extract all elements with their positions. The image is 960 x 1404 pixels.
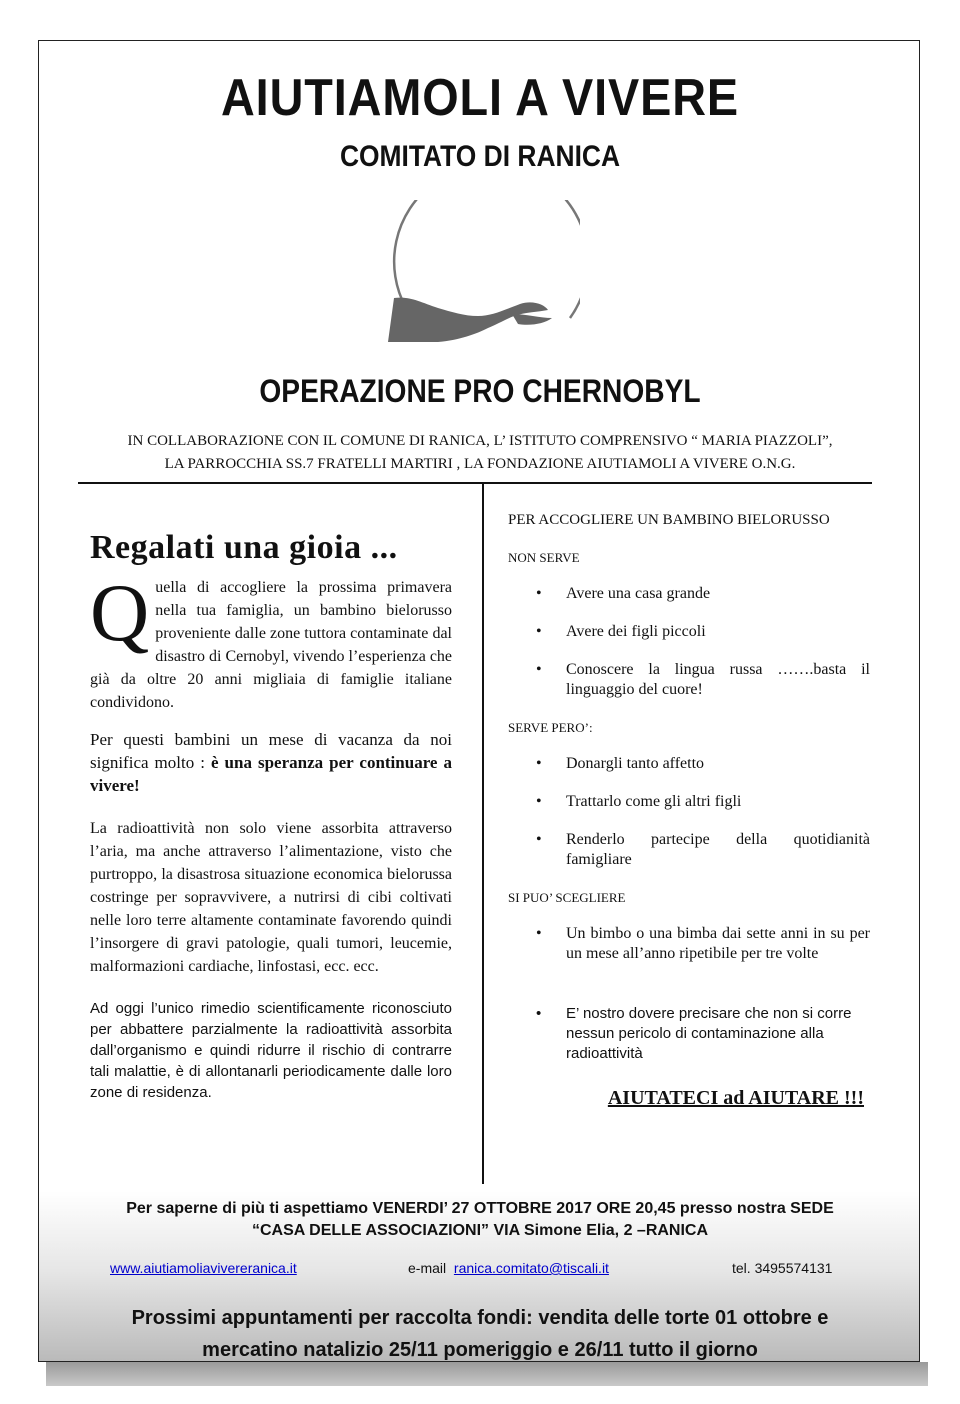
list-item: • Renderlo partecipe della quotidianità famigliare (508, 830, 870, 870)
hope-emphasis: è una speranza per continuare a vivere! (90, 753, 452, 795)
collab-line-2: LA PARROCCHIA SS.7 FRATELLI MARTIRI , LA FONDAZIONE AIUTIAMOLI A VIVERE O.N.G. (164, 456, 796, 472)
not-needed-list (508, 584, 870, 700)
left-heading: Regalati una gioia ... (90, 529, 398, 566)
event-info (0, 1198, 960, 1242)
email-contact (408, 1260, 609, 1276)
list-item: • Donargli tanto affetto (508, 754, 870, 774)
operation-title: OPERAZIONE PRO CHERNOBYL (259, 373, 701, 409)
needed-list (508, 754, 870, 870)
horizontal-divider (78, 482, 872, 484)
event-line-2: “CASA DELLE ASSOCIAZIONI” VIA Simone Elia, 2 –RANICA (251, 1222, 709, 1239)
page-subtitle: COMITATO DI RANICA (339, 140, 621, 173)
page-title: AIUTIAMOLI A VIVERE (220, 69, 740, 127)
column-divider (482, 484, 484, 1184)
remedy-paragraph: Ad oggi l’unico rimedio scientificamente riconosciuto per abbattere parzialmente la radioattività assorbita dall’organismo e quindi ridurre il rischio di contrarre tali malattie, è di allontanarli periodicamente dalle loro zone di residenza. (90, 1000, 452, 1101)
list-item: • Avere dei figli piccoli (508, 622, 870, 642)
list-item: • Conoscere la lingua russa …….basta il linguaggio del cuore! (508, 660, 870, 700)
right-column (508, 510, 870, 1108)
open-hand-under-circle-icon (380, 200, 580, 350)
phone-number: tel. 3495574131 (732, 1260, 833, 1276)
event-line-1: Per saperne di più ti aspettiamo VENERDI’ 27 OTTOBRE 2017 ORE 20,45 presso nostra SEDE (126, 1200, 834, 1217)
list-item: • E’ nostro dovere precisare che non si corre nessun pericolo di contaminazione alla radioattività (508, 1004, 870, 1064)
hope-paragraph (90, 728, 452, 797)
list-item: • Trattarlo come gli altri figli (508, 792, 870, 812)
fundraising-info (0, 1302, 960, 1366)
radioactivity-paragraph: La radioattività non solo viene assorbita attraverso l’aria, ma anche attraverso l’alimentazione, visto che purtroppo, la disastrosa situazione economica bielorussa costringe per sopravvivere, a nutrirsi di cibi coltivati nelle loro terre altamente contaminate favorendo quindi l’insorgere di gravi patologie, quali tumori, leucemie, malformazioni cardiache, linfostasi, ecc. ecc. (90, 820, 452, 975)
choose-list (508, 924, 870, 964)
list-item: • Avere una casa grande (508, 584, 870, 604)
intro-text: uella di accogliere la prossima primavera nella tua famiglia, un bambino bielorusso proveniente dalle zone tuttora contaminate dal disastro di Cernobyl, vivendo l’esperienza che già da oltre 20 anni migliaia di famiglie italiane condividono. (90, 579, 453, 711)
fund-line-2: mercatino natalizio 25/11 pomeriggio e 26/11 tutto il giorno (202, 1339, 758, 1361)
duty-list (508, 1004, 870, 1064)
not-needed-label: NON SERVE (508, 550, 580, 565)
left-column (90, 528, 452, 1117)
email-label: e-mail (408, 1260, 447, 1276)
fund-line-1: Prossimi appuntamenti per raccolta fondi: vendita delle torte 01 ottobre e (131, 1307, 829, 1329)
hope-text: Per questi bambini un mese di vacanza da noi significa molto : (90, 730, 452, 772)
drop-cap: Q (90, 567, 150, 658)
website-link[interactable]: www.aiutiamoliavivereranica.it (110, 1260, 297, 1276)
list-item: • Un bimbo o una bimba dai sette anni in su per un mese all’anno ripetibile per tre volte (508, 924, 870, 964)
email-link[interactable]: ranica.comitato@tiscali.it (453, 1260, 609, 1276)
help-slogan: AIUTATECI ad AIUTARE !!! (607, 1087, 864, 1109)
intro-paragraph (90, 567, 453, 714)
collab-line-1: IN COLLABORAZIONE CON IL COMUNE DI RANICA, L’ ISTITUTO COMPRENSIVO “ MARIA PIAZZOLI”, (127, 433, 833, 449)
right-heading: PER ACCOGLIERE UN BAMBINO BIELORUSSO (508, 512, 830, 528)
needed-label: SERVE PERO’: (508, 720, 593, 735)
choose-label: SI PUO’ SCEGLIERE (508, 890, 626, 905)
collaboration-text (0, 430, 960, 476)
